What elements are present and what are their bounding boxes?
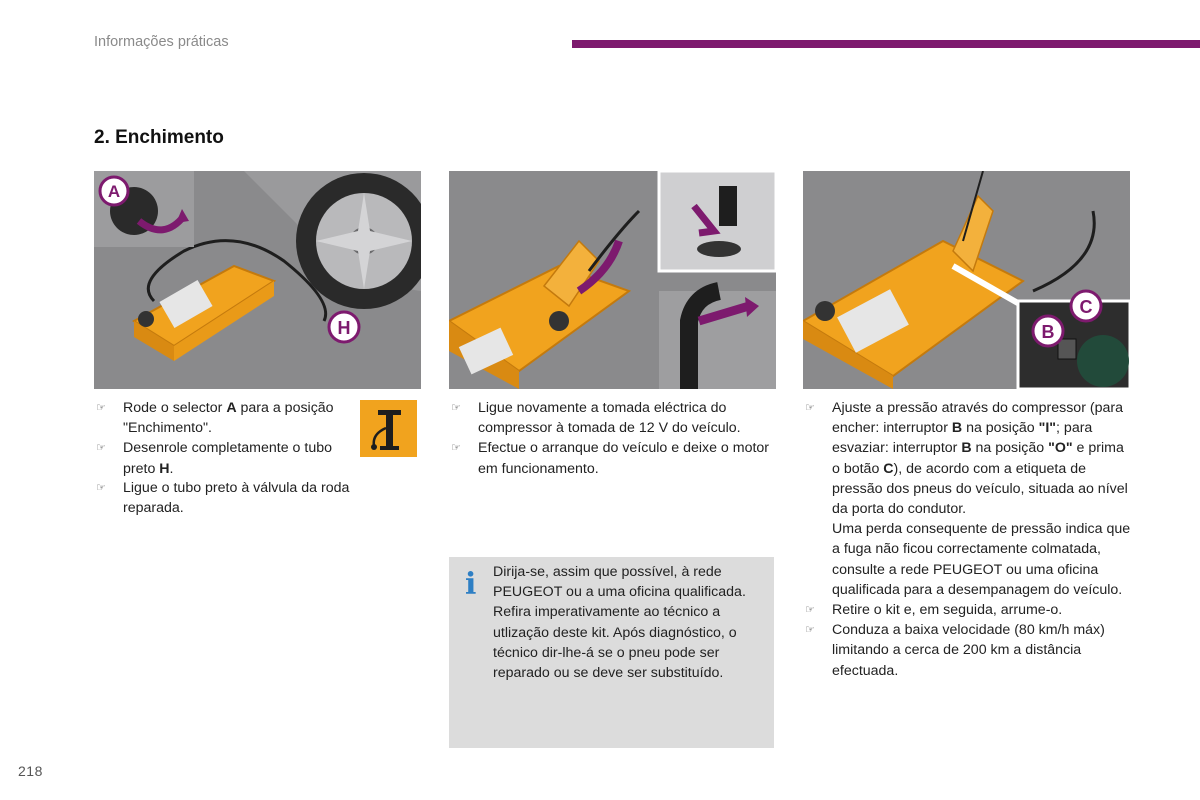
info-note-box: [449, 557, 774, 748]
list-item: ☞ Ligue novamente a tomada eléctrica do compressor à tomada de 12 V do veículo.: [451, 400, 741, 437]
list-item: ☞ Desenrole completamente o tubo preto H.: [96, 440, 332, 477]
pointing-hand-icon: ☞: [96, 442, 106, 455]
pointing-hand-icon: ☞: [805, 402, 815, 414]
list-item: ☞ Efectue o arranque do veículo e deixe o motor em funcionamento.: [451, 440, 770, 477]
list-item: ☞ Rode o selector A para a posição "Enchimento".: [96, 400, 334, 437]
page-title: 2. Enchimento: [94, 127, 224, 148]
list-item: ☞ Retire o kit e, em seguida, arrume-o.: [803, 600, 1133, 620]
callout-c: C: [1079, 297, 1093, 317]
pointing-hand-icon: ☞: [96, 482, 106, 494]
column-2-instructions: [449, 398, 774, 479]
pointing-hand-icon: ☞: [805, 624, 815, 637]
pointing-hand-icon: ☞: [451, 442, 461, 455]
illustration-pressure-switches: [803, 171, 1130, 389]
list-item: ☞ Ligue o tubo preto à válvula da roda reparada.: [96, 480, 350, 517]
info-note-text: Dirija-se, assim que possível, à rede PEUGEOT ou a uma oficina qualificada. Refira imperativamente ao técnico a utlização deste kit. Após diagnóstico, o técnico dir-lhe-á se o pneu pode ser reparado ou se deve ser substituído.: [493, 564, 746, 682]
callout-a: A: [107, 182, 121, 201]
list-item: ☞ Conduza a baixa velocidade (80 km/h máx) limitando a cerca de 200 km a distância efectuada.: [805, 622, 1105, 679]
header-accent-bar: [572, 40, 1200, 48]
illustration-selector-and-hose: [94, 171, 421, 389]
pressure-loss-note: Uma perda consequente de pressão indica que a fuga não ficou correctamente colmatada, consulte a rede PEUGEOT ou uma oficina qualificada para a desempanagem do veículo.: [832, 521, 1131, 598]
pointing-hand-icon: ☞: [805, 604, 815, 617]
column-3-instructions: [803, 398, 1133, 681]
page-number: 218: [18, 763, 43, 779]
pointing-hand-icon: ☞: [451, 402, 461, 414]
tire-pump-icon: [360, 400, 417, 457]
callout-b: B: [1041, 322, 1055, 342]
list-item: ☞ Ajuste a pressão através do compressor (para encher: interruptor B na posição "I"; para esvaziar: interruptor B na posição "O" e prima o botão C), de acordo com a etiqueta de pressão dos pneus do veículo, situada ao nível da porta do condutor. Uma perda consequente de pressão indica que a fuga não ficou correctamente colmatada, consulte a rede PEUGEOT ou uma oficina qualificada para a desempanagem do veículo.: [805, 400, 1131, 598]
column-1-instructions: [94, 398, 356, 479]
column-1-instructions-cont: [94, 478, 394, 518]
pointing-hand-icon: ☞: [96, 402, 106, 414]
callout-h: H: [337, 318, 351, 338]
illustration-12v-socket: [449, 171, 776, 389]
section-header: Informações práticas: [94, 34, 229, 50]
info-icon: i: [465, 567, 477, 602]
